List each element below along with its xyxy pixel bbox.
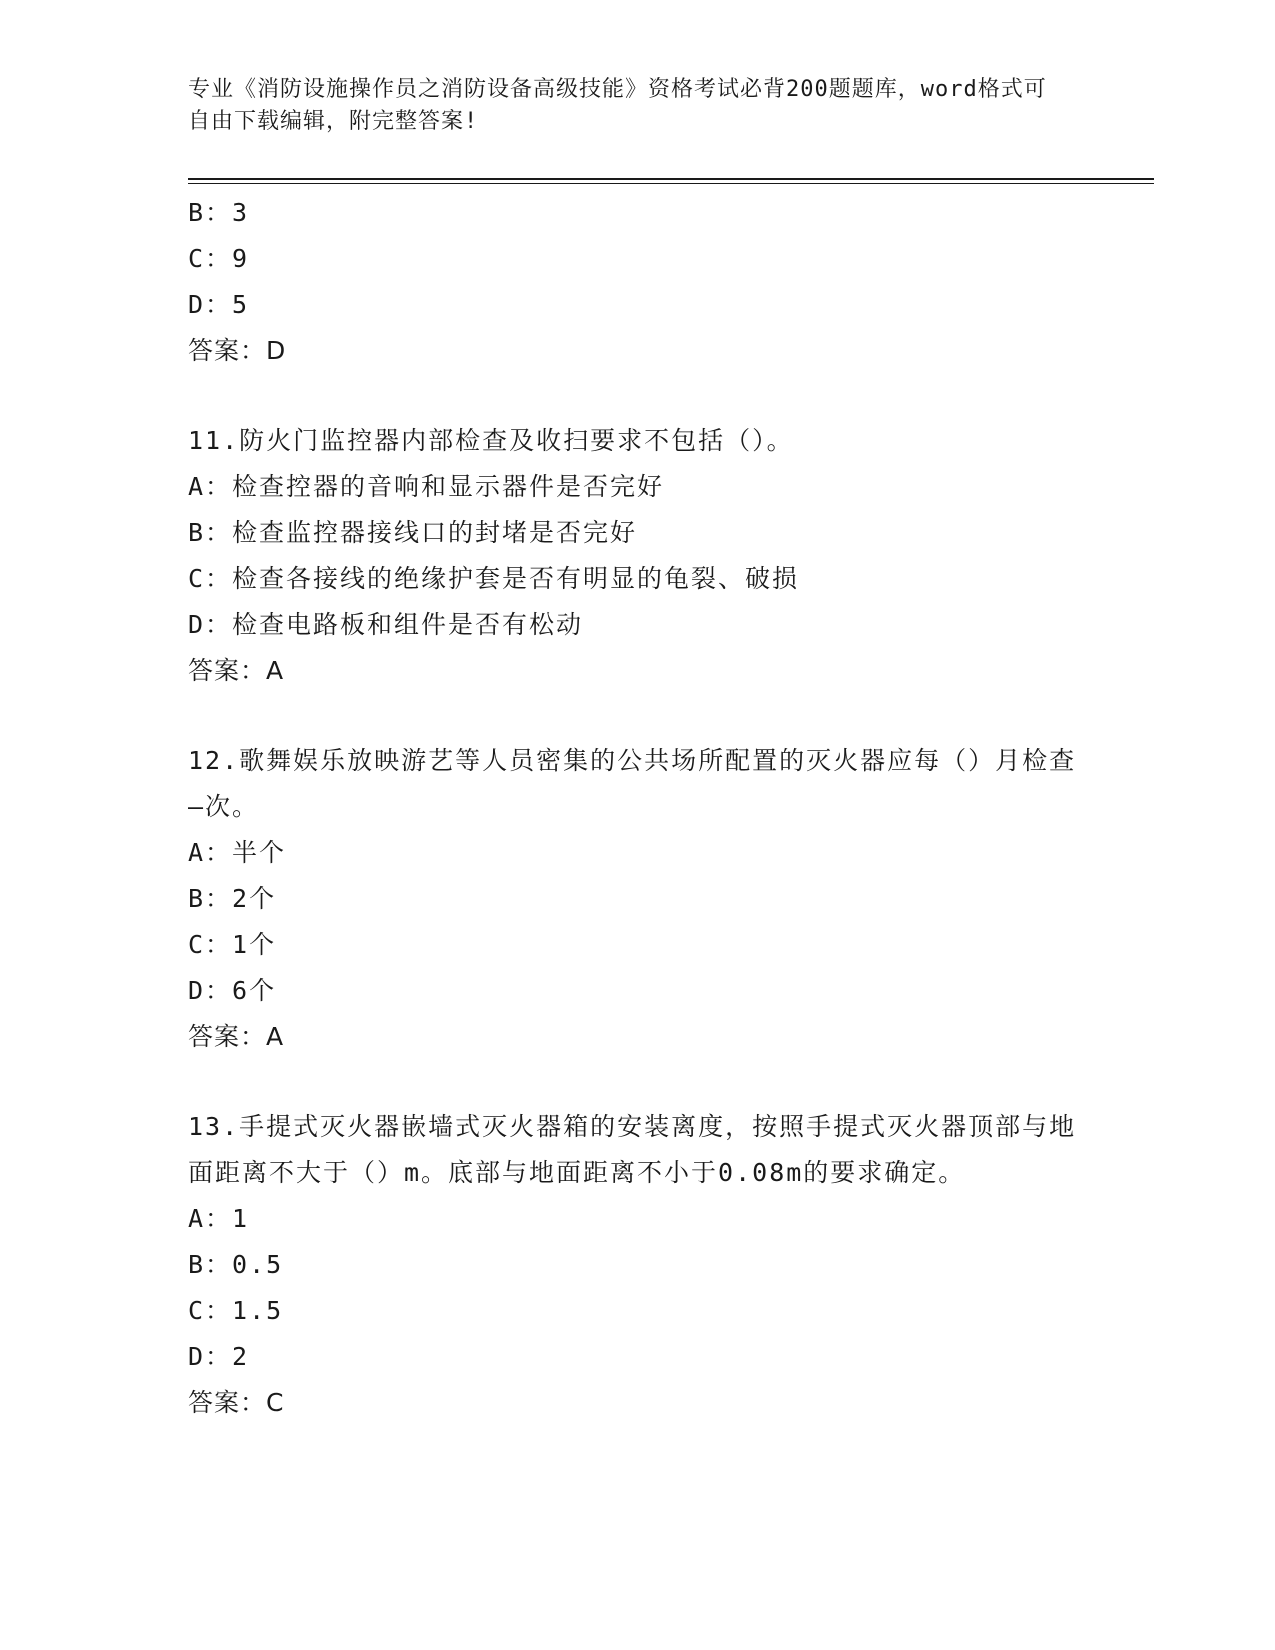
option-d: D：2 xyxy=(188,1342,250,1371)
option-d: D：6个 xyxy=(188,976,277,1005)
option-c: C：检查各接线的绝缘护套是否有明显的龟裂、破损 xyxy=(188,564,800,593)
header-divider-thin xyxy=(188,183,1154,184)
option-c: C：9 xyxy=(188,244,250,273)
question-stem: 13.手提式灭火器嵌墙式灭火器箱的安装离度，按照手提式灭火器顶部与地面距离不大于（）m。底部与地面距离不小于0.08m的要求确定。 xyxy=(188,1112,1077,1187)
option-b: B：2个 xyxy=(188,884,277,913)
question-block-12 xyxy=(188,738,1088,1060)
question-stem: 11.防火门监控器内部检查及收扫要求不包括（）。 xyxy=(188,426,794,455)
spacer xyxy=(188,374,1088,418)
option-c: C：1.5 xyxy=(188,1296,284,1325)
answer-line: 答案：D xyxy=(188,336,287,365)
spacer xyxy=(188,694,1088,738)
question-block-previous xyxy=(188,190,1088,374)
spacer xyxy=(188,1060,1088,1104)
answer-line: 答案：A xyxy=(188,656,285,685)
answer-line: 答案：A xyxy=(188,1022,285,1051)
question-block-13 xyxy=(188,1104,1088,1426)
option-b: B：检查监控器接线口的封堵是否完好 xyxy=(188,518,638,547)
header-divider-thick xyxy=(188,178,1154,180)
option-d: D：5 xyxy=(188,290,250,319)
question-block-11 xyxy=(188,418,1088,694)
answer-line: 答案：C xyxy=(188,1388,285,1417)
option-b: B：0.5 xyxy=(188,1250,284,1279)
option-b: B：3 xyxy=(188,198,250,227)
question-stem: 12.歌舞娱乐放映游艺等人员密集的公共场所配置的灭火器应每（）月检查—次。 xyxy=(188,746,1077,821)
option-a: A：半个 xyxy=(188,838,287,867)
option-a: A：1 xyxy=(188,1204,250,1233)
option-a: A：检查控器的音响和显示器件是否完好 xyxy=(188,472,665,501)
option-c: C：1个 xyxy=(188,930,277,959)
option-d: D：检查电路板和组件是否有松动 xyxy=(188,610,584,639)
document-header: 专业《消防设施操作员之消防设备高级技能》资格考试必背200题题库，word格式可自由下载编辑，附完整答案! xyxy=(188,77,1047,134)
question-content xyxy=(188,190,1088,1426)
